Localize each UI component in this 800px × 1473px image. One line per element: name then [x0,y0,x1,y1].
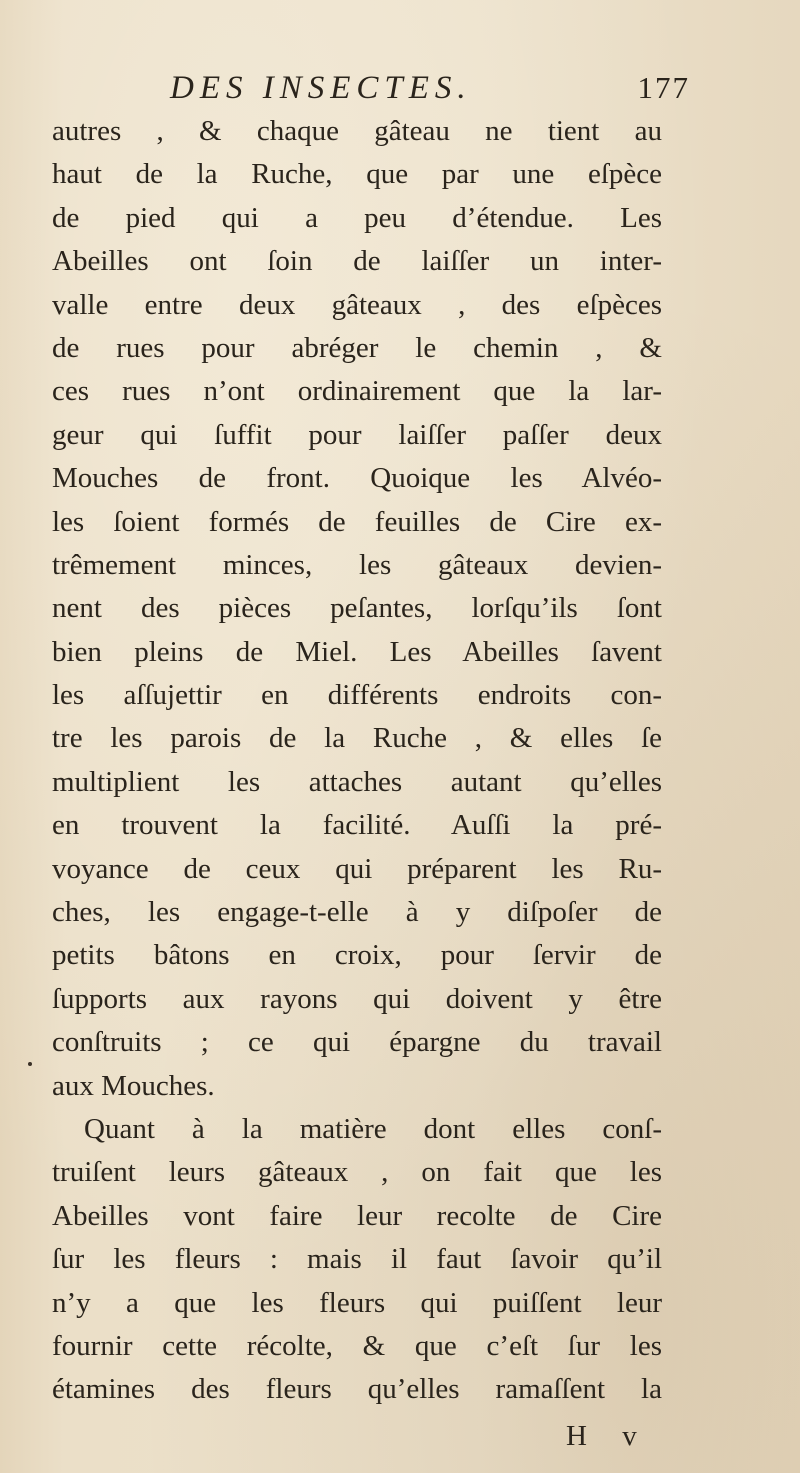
text-line: voyance de ceux qui préparent les Ru- [52,852,662,885]
text-line: Abeilles vont faire leur recolte de Cire [52,1199,662,1232]
page-number: 177 [637,70,690,105]
text-line: n’y a que les fleurs qui puiſſent leur [52,1286,662,1319]
text-line: petits bâtons en croix, pour ſervir de [52,939,662,972]
text-line: Abeilles ont ſoin de laiſſer un inter- [52,245,662,278]
text-line: geur qui ſuffit pour laiſſer paſſer deux [52,418,662,451]
text-line: nent des pièces peſantes, lorſqu’ils ſont [52,592,662,625]
text-line: fournir cette récolte, & que c’eſt ſur les [52,1329,662,1362]
text-line: haut de la Ruche, que par une eſpèce [52,158,662,191]
text-line: conſtruits ; ce qui épargne du travail [52,1026,662,1059]
text-line: en trouvent la facilité. Auſſi la pré- [52,809,662,842]
text-line: trêmement minces, les gâteaux devien- [52,548,662,581]
signature-mark: H v [566,1420,651,1452]
text-line: ſupports aux rayons qui doivent y être [52,982,662,1015]
body-text [52,110,662,1412]
text-line: Mouches de front. Quoique les Alvéo- [52,462,662,495]
text-line: de pied qui a peu d’étendue. Les [52,201,662,234]
text-line: les aſſujettir en différents endroits con- [52,679,662,712]
text-line: ſur les fleurs : mais il faut ſavoir qu’il [52,1243,662,1276]
text-line: autres , & chaque gâteau ne tient au [52,115,662,147]
text-line: aux Mouches. [52,1069,215,1102]
text-line: ches, les engage-t-elle à y diſpoſer de [52,896,662,929]
margin-mark [28,1062,32,1066]
text-line: truiſent leurs gâteaux , on fait que les [52,1156,662,1189]
page-header [170,70,690,114]
text-line: ces rues n’ont ordinairement que la lar- [52,375,662,408]
running-title: DES INSECTES. [170,70,472,106]
text-line: les ſoient formés de feuilles de Cire ex- [52,505,662,538]
text-line: Quant à la matière dont elles conſ- [84,1112,662,1145]
text-line: étamines des fleurs qu’elles ramaſſent la [52,1373,662,1406]
text-line: multiplient les attaches autant qu’elles [52,765,662,798]
text-line: de rues pour abréger le chemin , & [52,331,662,364]
text-line: valle entre deux gâteaux , des eſpèces [52,288,662,321]
text-line: tre les parois de la Ruche , & elles ſe [52,722,662,755]
text-line: bien pleins de Miel. Les Abeilles ſavent [52,635,662,668]
